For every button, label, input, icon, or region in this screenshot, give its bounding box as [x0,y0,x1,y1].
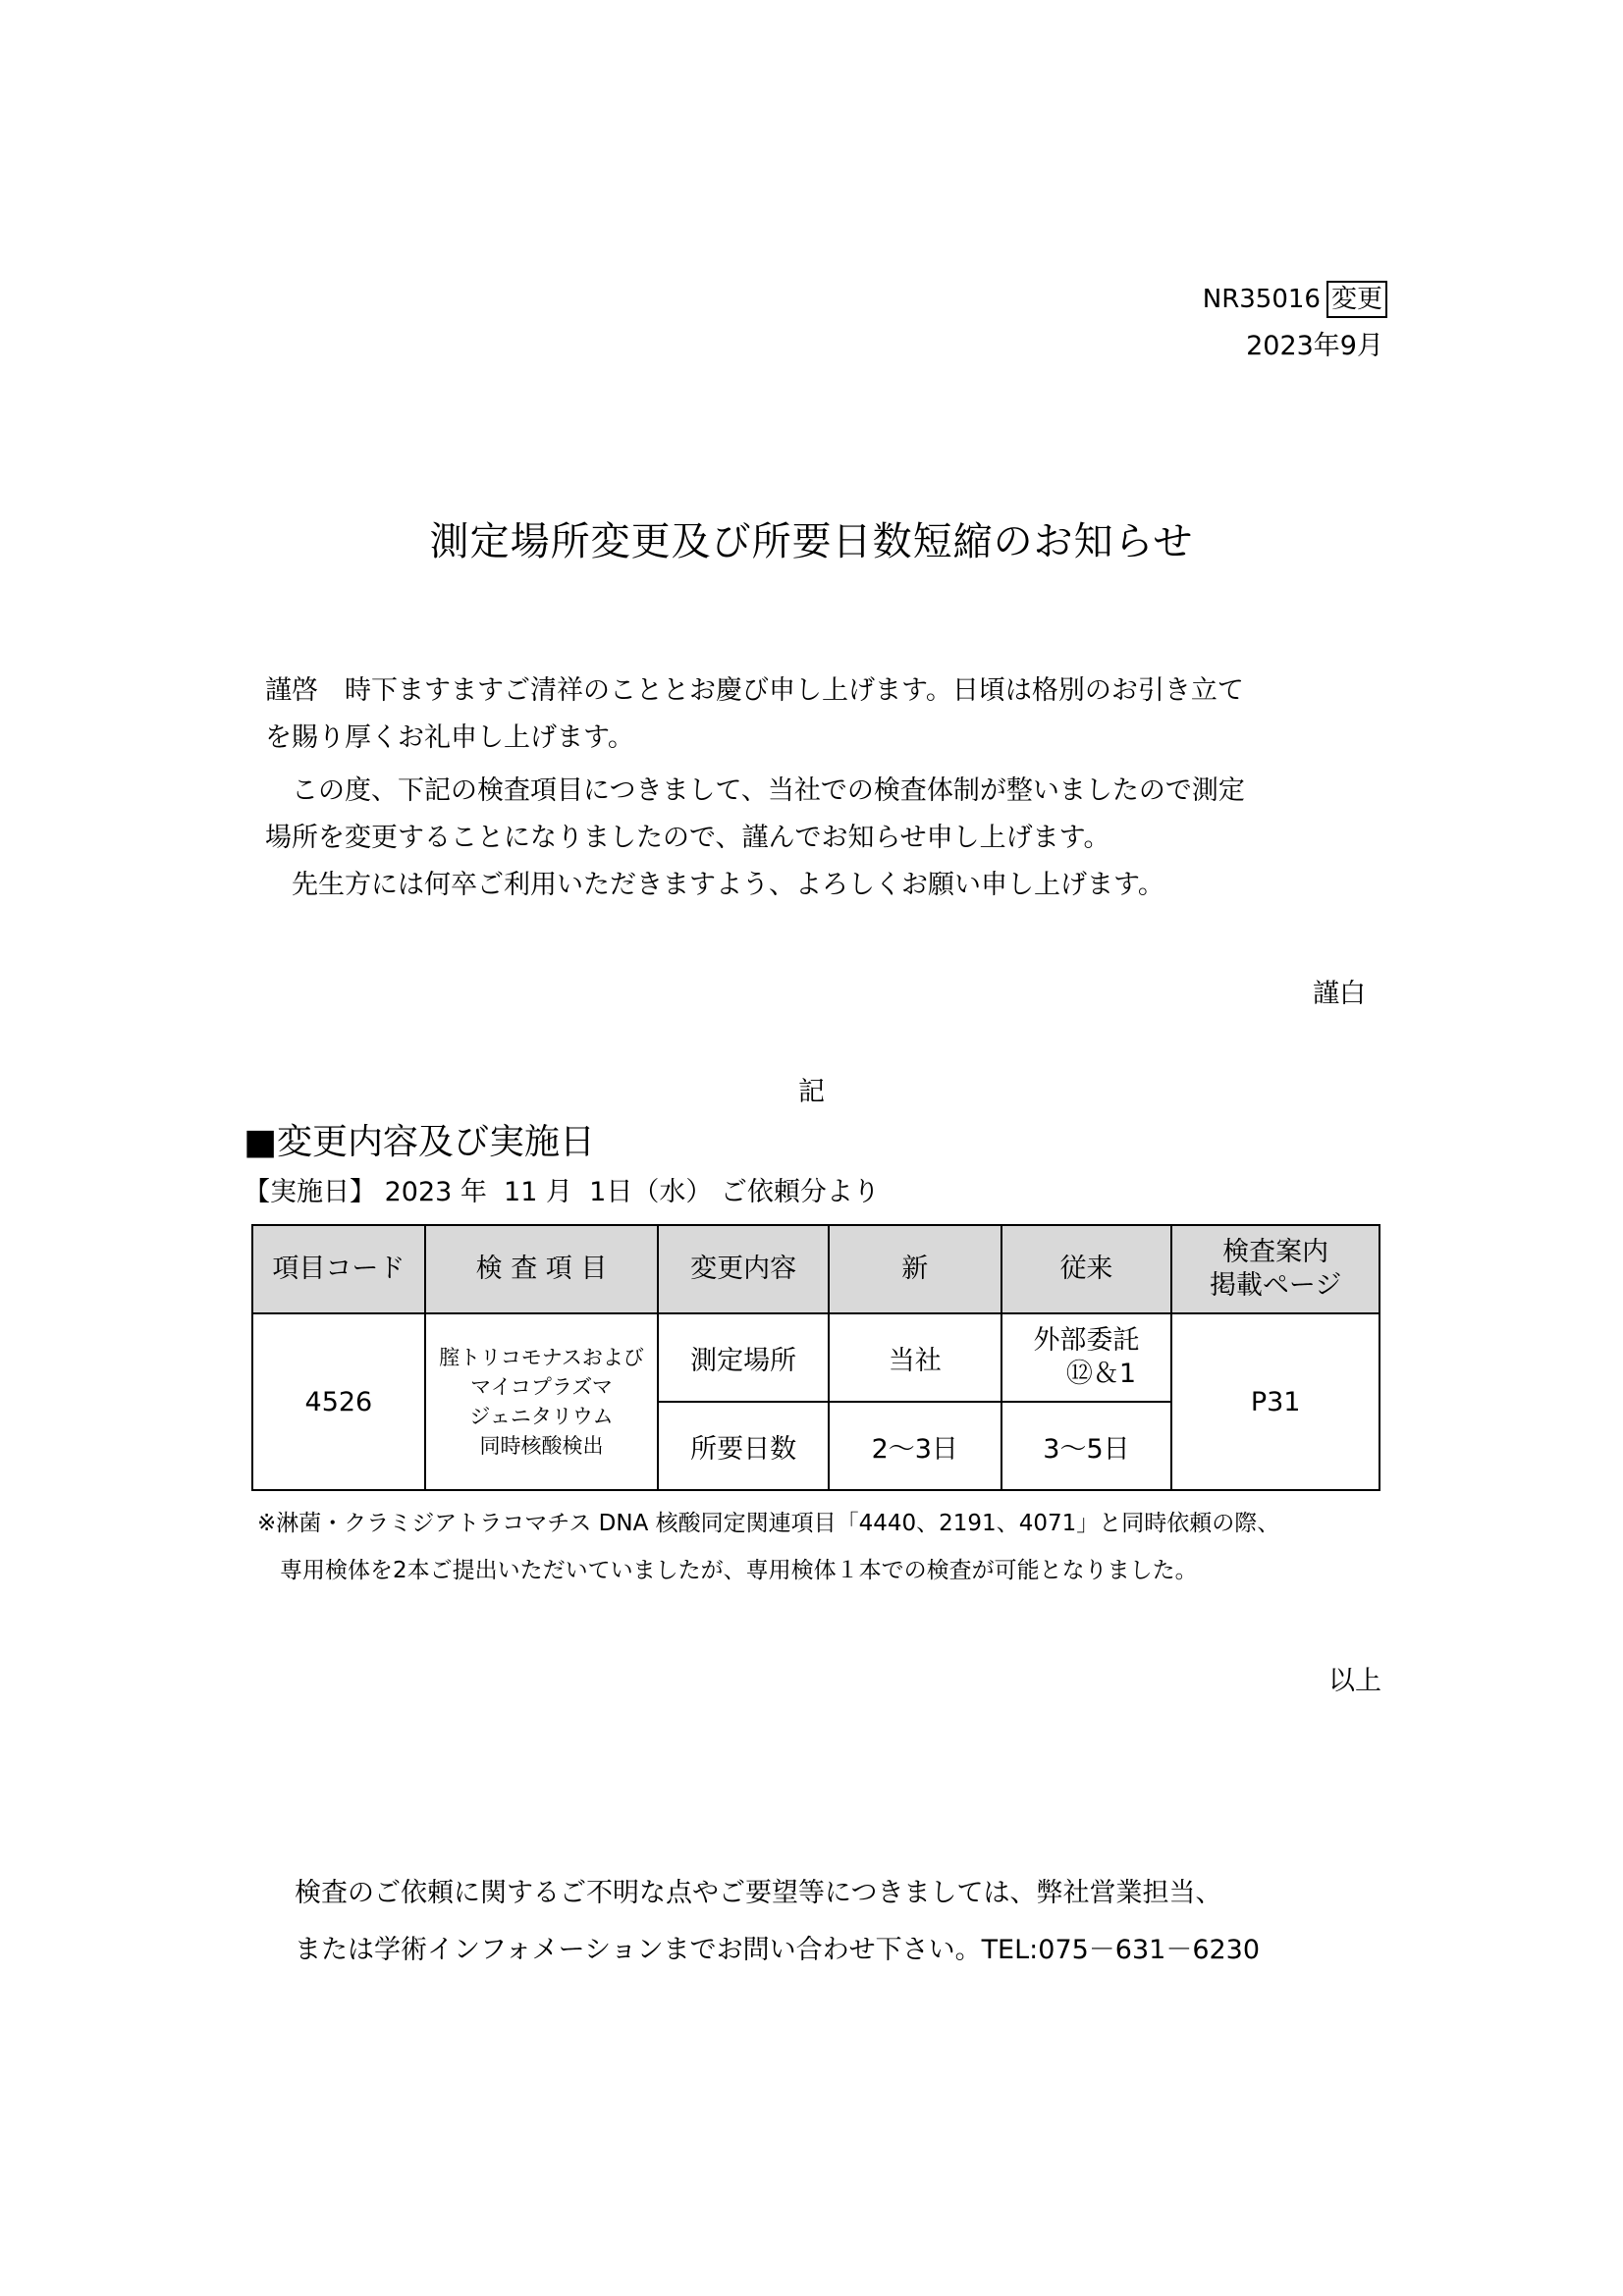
change-table [251,1224,1380,1491]
issue-date: 2023年9月 [1246,331,1383,361]
old-value-line: 外部委託 [1033,1325,1140,1356]
header-old: 従来 [1001,1225,1172,1313]
document-number [1203,281,1387,318]
closing-word: 謹白 [1313,979,1366,1009]
header-change: 変更内容 [658,1225,829,1313]
body-line: 先生方には何卒ご利用いただきますよう、よろしくお願い申し上げます。 [265,870,1164,900]
header-page-line: 検査案内 [1222,1237,1329,1267]
greeting-paragraph [265,667,1345,762]
item-name-line: 同時核酸検出 [479,1434,604,1458]
item-name-line: 腟トリコモナスおよび [439,1346,644,1369]
new-value: 2～3日 [829,1402,1001,1490]
item-name-line: ジェニタリウム [469,1405,614,1428]
item-name [425,1313,659,1490]
table-header-row [252,1225,1380,1313]
implementation-date: 【実施日】 2023 年 11 月 1日（水） ご依頼分より [243,1177,880,1207]
header-page [1171,1225,1380,1313]
header-item: 検 査 項 目 [425,1225,659,1313]
body-line: 謹啓 時下ますますご清祥のこととお慶び申し上げます。日頃は格別のお引き立て [265,675,1244,706]
header-page-line: 掲載ページ [1209,1270,1342,1301]
footnote [257,1500,1279,1594]
page-title: 測定場所変更及び所要日数短縮のお知らせ [429,519,1194,564]
notice-paragraph [265,768,1345,909]
note-line: 専用検体を2本ご提出いただいていましたが、専用検体１本での検査が可能となりました。 [257,1558,1198,1583]
change-type: 所要日数 [658,1402,829,1490]
item-code: 4526 [252,1313,425,1490]
old-value-line: ⑫＆1 [1065,1359,1137,1389]
note-line: ※淋菌・クラミジアトラコマチス DNA 核酸同定関連項目「4440、2191、4071」と同時依頼の際、 [257,1511,1280,1536]
header-code: 項目コード [252,1225,425,1313]
change-type: 測定場所 [658,1313,829,1402]
guide-page: P31 [1171,1313,1380,1490]
contact-info [295,1865,1260,1979]
end-mark: 以上 [1328,1666,1381,1696]
body-line: を賜り厚くお礼申し上げます。 [265,722,634,753]
contact-line: または学術インフォメーションまでお問い合わせ下さい。TEL:075－631－6230 [295,1935,1261,1965]
contact-line: 検査のご依頼に関するご不明な点やご要望等につきましては、弊社営業担当、 [295,1878,1222,1908]
old-value [1001,1313,1172,1402]
body-line: この度、下記の検査項目につきまして、当社での検査体制が整いましたので測定 [265,775,1245,806]
section-heading: ■変更内容及び実施日 [243,1122,596,1162]
item-name-line: マイコプラズマ [470,1375,613,1399]
old-value: 3～5日 [1001,1402,1172,1490]
table-row [252,1313,1380,1402]
new-value: 当社 [829,1313,1001,1402]
body-line: 場所を変更することになりましたので、謹んでお知らせ申し上げます。 [265,823,1110,853]
header-new: 新 [829,1225,1001,1313]
change-tag: 変更 [1326,281,1387,318]
ki-heading: 記 [798,1077,825,1107]
doc-number-text: NR35016 [1202,285,1321,314]
